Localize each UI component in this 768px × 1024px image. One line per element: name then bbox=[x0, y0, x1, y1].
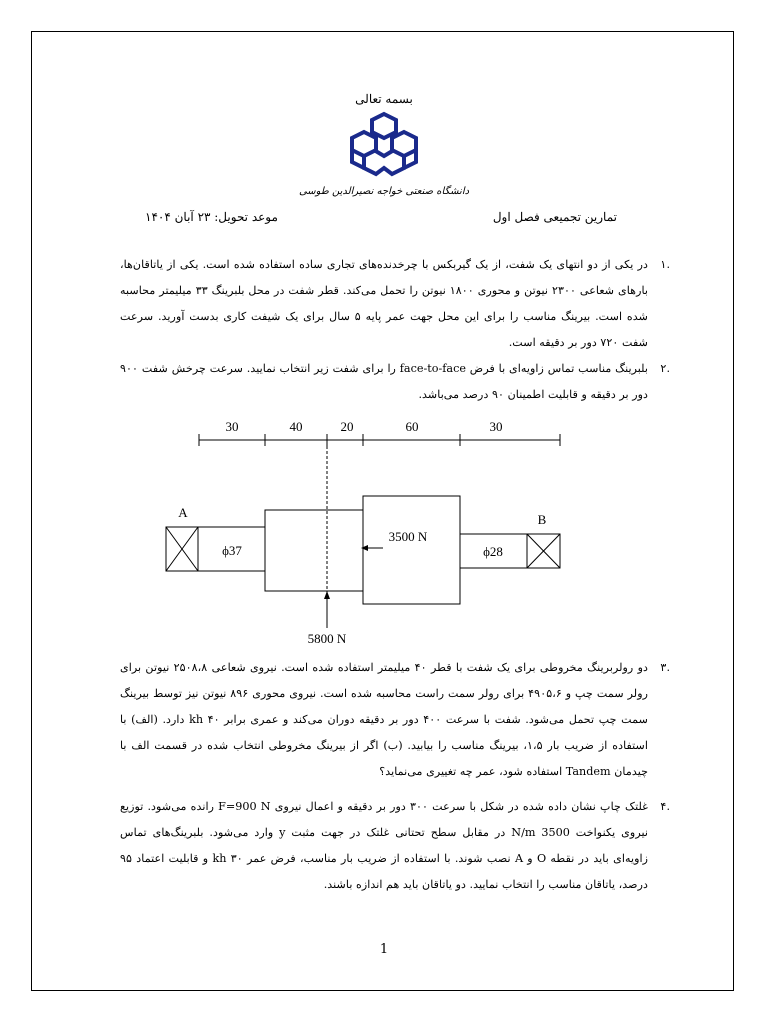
diameter-right: ϕ28 bbox=[483, 544, 503, 559]
dimension-label: 60 bbox=[405, 419, 419, 434]
university-logo bbox=[344, 110, 424, 186]
question-text: در یکی از دو انتهای یک شفت، از یک گیربکس با چرخدنده‌های تجاری ساده استفاده شده است. یکی از یاتاقان‌ها، بارهای شعاعی ۲۳۰۰ نیوتن و محوری ۱۸۰۰ نیوتن را تحمل می‌کند. قطر شفت در محل بلبرینگ ۳۳ میلیمتر محاسبه شده است. بیرینگ مناسب را برای این محل جهت عمر پایه ۵ سال برای یک شیفت کاری بدست آورید. سرعت شفت ۷۲۰ دور بر دقیقه است. bbox=[120, 258, 649, 349]
question-3 bbox=[120, 655, 670, 785]
bearing-b-label: B bbox=[537, 512, 547, 527]
radial-force-label: 5800 N bbox=[307, 631, 347, 646]
question-text: دو رولربرینگ مخروطی برای یک شفت با قطر ۴۰ میلیمتر استفاده شده است. نیروی شعاعی ۲۵۰۸،۸ نیوتن برای رولر سمت چپ و ۴۹۰۵،۶ برای رولر سمت راست محاسبه شده است. نیروی محوری ۸۹۶ نیوتن نیز توسط بیرینگ سمت چپ تحمل می‌شود. شفت با سرعت ۴۰۰ دور بر دقیقه دوران می‌کند و عمری برابر kh ۴۰ دارد. (الف) با استفاده از ضریب بار ۱،۵، بیرینگ مناسب را بیابید. (ب) اگر از بیرینگ مخروطی انتخاب شده در قسمت الف با چیدمان Tandem استفاده شود، عمر چه تغییری می‌نماید؟ bbox=[120, 661, 649, 778]
diameter-left: ϕ37 bbox=[222, 543, 242, 558]
university-name: دانشگاه صنعتی خواجه نصیرالدین طوسی bbox=[298, 186, 470, 197]
due-date: موعد تحویل: ۲۳ آبان ۱۴۰۴ bbox=[145, 210, 278, 224]
dimension-label: 30 bbox=[225, 419, 239, 434]
question-number: .۳ bbox=[660, 661, 670, 674]
question-number: .۲ bbox=[660, 362, 670, 375]
question-1 bbox=[120, 252, 670, 356]
question-text: بلبرینگ مناسب تماس زاویه‌ای با فرض face-to-face را برای شفت زیر انتخاب نمایید. سرعت چرخش شفت ۹۰۰ دور بر دقیقه و قابلیت اطمینان ۹۰ درصد می‌باشد. bbox=[120, 362, 649, 401]
bearing-a-label: A bbox=[178, 505, 188, 520]
shaft-diagram bbox=[150, 410, 590, 650]
question-number: .۴ bbox=[660, 800, 670, 813]
question-4 bbox=[120, 794, 670, 898]
question-text: غلتک چاپ نشان داده شده در شکل با سرعت ۳۰۰ دور بر دقیقه و اعمال نیروی F=900 N رانده می‌شود. توزیع نیروی یکنواخت 3500 N/m در مقابل سطح تحتانی غلتک در جهت مثبت y وارد می‌شود. بلبرینگ‌های تماس زاویه‌ای باید در نقطه O و A نصب شوند. با استفاده از ضریب بار مناسب، فرض عمر ۳۰ kh و قابلیت اعتماد ۹۵ درصد، یاتاقان مناسب را انتخاب نمایید. دو یاتاقان باید هم اندازه باشند. bbox=[120, 800, 648, 891]
dimension-label: 30 bbox=[489, 419, 503, 434]
question-2 bbox=[120, 356, 670, 408]
dimension-label: 40 bbox=[289, 419, 303, 434]
axial-force-label: 3500 N bbox=[388, 529, 428, 544]
question-number: .۱ bbox=[660, 258, 670, 271]
basmala: بسمه تعالی bbox=[355, 92, 413, 106]
dimension-label: 20 bbox=[340, 419, 354, 434]
assignment-title: تمارین تجمیعی فصل اول bbox=[492, 210, 617, 224]
page-number: 1 bbox=[379, 942, 389, 957]
